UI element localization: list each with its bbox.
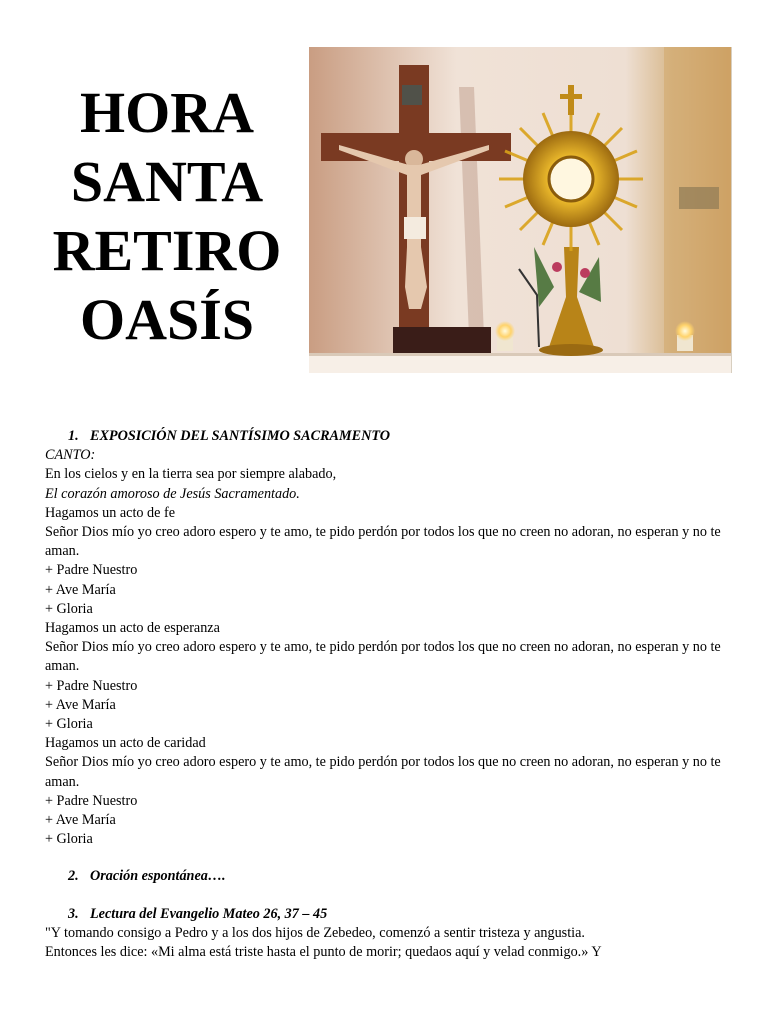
prayer-item: + Ave María [45,696,116,713]
canto-line: En los cielos y en la tierra sea por siempre alabado, [45,466,337,483]
prayer-item: + Padre Nuestro [45,792,138,809]
prayer-item: + Ave María [45,581,116,598]
act-intro: Hagamos un acto de caridad [45,735,206,752]
act-prayer: Señor Dios mío yo creo adoro espero y te amo, te pido perdón por todos los que no creen no adoran, no esperan y no te aman. [45,639,721,675]
act-prayer: Señor Dios mío yo creo adoro espero y te amo, te pido perdón por todos los que no creen no adoran, no esperan y no te aman. [45,754,721,790]
title-line-1: HORA [80,80,254,145]
title-line-3: RETIRO [52,218,282,283]
section-2-heading [45,867,735,886]
section-1-heading [45,427,735,446]
section-number: 1. [68,428,79,444]
prayer-item: + Padre Nuestro [45,562,138,579]
section-number: 3. [68,905,79,922]
gospel-line: Entonces les dice: «Mi alma está triste hasta el punto de morir; quedaos aquí y velad conmigo.» Y [45,944,602,961]
section-3-heading [45,905,735,924]
altar-photo [309,47,732,373]
prayer-item: + Gloria [45,831,93,848]
title-line-2: SANTA [70,149,264,214]
document-body [45,427,735,962]
canto-line: El corazón amoroso de Jesús Sacramentado. [45,485,300,502]
section-title: Oración espontánea…. [90,868,226,885]
section-title: Lectura del Evangelio Mateo 26, 37 – 45 [90,905,328,922]
document-title [40,78,294,354]
prayer-item: + Gloria [45,600,93,617]
title-line-4: OASÍS [79,287,255,352]
act-prayer: Señor Dios mío yo creo adoro espero y te amo, te pido perdón por todos los que no creen no adoran, no esperan y no te aman. [45,524,721,560]
prayer-item: + Ave María [45,812,116,829]
section-title: EXPOSICIÓN DEL SANTÍSIMO SACRAMENTO [90,428,390,444]
canto-label: CANTO: [45,447,96,464]
act-intro: Hagamos un acto de esperanza [45,620,220,637]
prayer-item: + Gloria [45,716,93,733]
gospel-line: "Y tomando consigo a Pedro y a los dos hijos de Zebedeo, comenzó a sentir tristeza y angustia. [45,924,585,941]
prayer-item: + Padre Nuestro [45,677,138,694]
section-number: 2. [68,868,79,885]
altar-illustration [309,47,731,373]
act-intro: Hagamos un acto de fe [45,504,176,521]
